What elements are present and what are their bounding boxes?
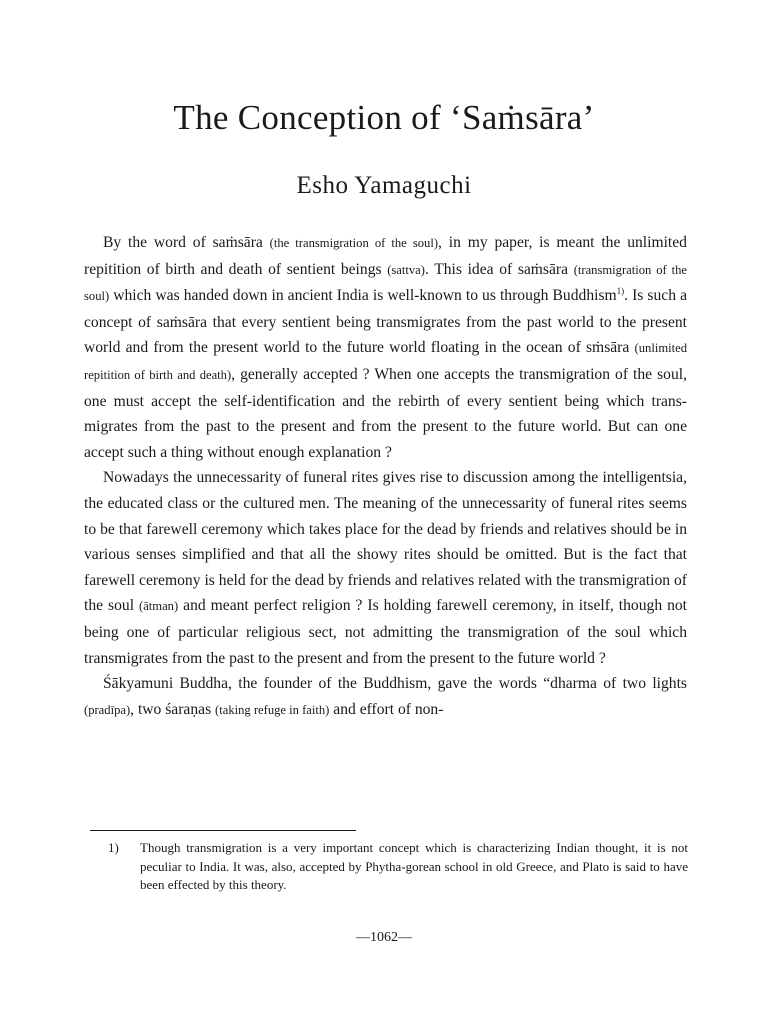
paragraph-text: By the word of saṁsāra xyxy=(103,234,270,251)
parenthetical-text: (sattva) xyxy=(387,262,425,277)
paragraph-text: , in my paper, is meant the unlimited repitition of birth and death of sentient beings xyxy=(84,234,687,278)
footnote-reference: 1) xyxy=(616,286,625,296)
page-number: —1062— xyxy=(356,930,412,945)
paragraph-text: . This idea of saṁsāra xyxy=(424,260,574,278)
footnote-text: Though transmigration is a very important concept which is characterizing Indian thought, it is not peculiar to India. It was, also, accepted by Phytha-gorean school in old Greece, and Plato is said to have been effected by this theory. xyxy=(140,840,688,892)
paragraph xyxy=(84,465,687,671)
parenthetical-text: (ātman) xyxy=(139,599,179,614)
paragraph xyxy=(84,671,687,723)
footnote-marker: 1) xyxy=(108,840,119,855)
parenthetical-text: (the transmigration of the soul) xyxy=(269,236,439,250)
parenthetical-text: (taking refuge in faith) xyxy=(215,702,330,717)
parenthetical-text: (unlimited repitition of birth and death) xyxy=(84,341,687,382)
body-text xyxy=(84,230,687,723)
paragraph-text: , generally accepted ? When one accepts the transmigration of the soul, one must accept the self-identification and the rebirth of every sentient being which trans-migrates from the past to the present and from the present to the future world. But can one accept such a thing without enough explanation ? xyxy=(84,365,687,461)
parenthetical-text: (pradīpa) xyxy=(84,702,131,717)
author-name: Esho Yamaguchi xyxy=(296,172,472,199)
footnote-divider xyxy=(90,830,356,831)
paragraph-text: and meant perfect religion ? Is holding farewell ceremony, in itself, though not being one of particular religious sect, not admitting the transmigration of the soul which transmigrates from the past to the present and from the present to the future world ? xyxy=(84,597,688,667)
footnote xyxy=(108,839,688,895)
paragraph-text: . Is such a concept of saṁsāra that every sentient being transmigrates from the past world to the present world and from the present world to the future world floating in the ocean of sṁsāra xyxy=(84,287,687,357)
parenthetical-text: (transmigration of the soul) xyxy=(84,262,687,304)
paragraph xyxy=(84,230,687,465)
paragraph-text: , two śaraṇas xyxy=(130,700,216,718)
paragraph-text: and effort of non- xyxy=(329,700,444,718)
paragraph-text: Nowadays the unnecessarity of funeral rites gives rise to discussion among the intelligentsia, the educated class or the cultured men. The meaning of the unnecessarity of funeral rites seems to be that farewell ceremony which takes place for the dead by friends and relatives should be in various senses simplified and that all the showy rites should be omitted. But is the fact that farewell ceremony is held for the dead by friends and relatives related with the transmigration of the soul xyxy=(84,469,687,615)
paragraph-text: which was handed down in ancient India is well-known to us through Buddhism xyxy=(109,287,617,305)
paragraph-text: Śākyamuni Buddha, the founder of the Buddhism, gave the words “dharma of two lights xyxy=(103,675,687,693)
page-title: The Conception of ‘Saṁsāra’ xyxy=(173,98,595,137)
